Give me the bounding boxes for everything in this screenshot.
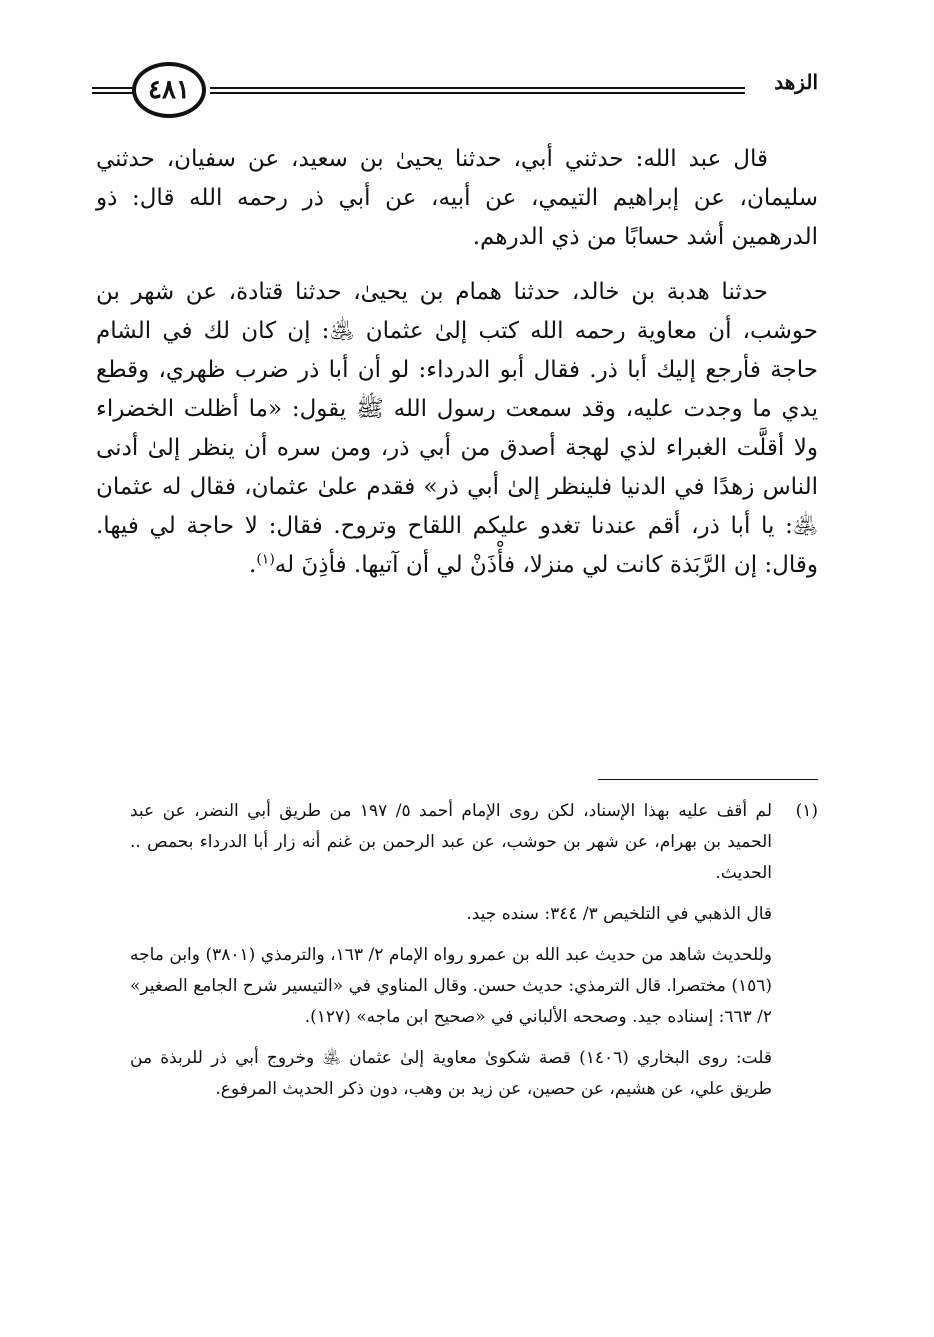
footnote-paragraph-3: وللحديث شاهد من حديث عبد الله بن عمرو رواه الإمام ٢/ ١٦٣، والترمذي (٣٨٠١) وابن ماجه (١٥٦) مختصرا. قال الترمذي: حديث حسن. وقال المناوي في «التيسير شرح الجامع الصغير» ٢/ ٦٦٣: إسناده جيد. وصححه الألباني في «صحيح ابن ماجه» (١٢٧).: [130, 945, 772, 1027]
header-rule-right-bottom: [210, 92, 745, 94]
paragraph-2-text: حدثنا هدبة بن خالد، حدثنا همام بن يحيىٰ، حدثنا قتادة، عن شهر بن حوشب، أن معاوية رحمه الله كتب إلىٰ عثمان ﵁: إن كان لك في الشام حاجة فأرجع إليك أبا ذر. فقال أبو الدرداء: لو أن أبا ذر ضرب ظهري، وقطع يدي ما وجدت عليه، وقد سمعت رسول الله ﷺ يقول: «ما أظلت الخضراء ولا أقلَّت الغبراء لذي لهجة أصدق من أبي ذر، ومن سره أن ينظر إلىٰ أدنى الناس زهدًا في الدنيا فلينظر إلىٰ أبي ذر» فقدم علىٰ عثمان، فقال له عثمان ﵁: يا أبا ذر، أقم عندنا تغدو عليكم اللقاح وتروح. فقال: لا حاجة لي فيها. وقال: إن الرَّبَذة كانت لي منزلا، فأْذَنْ لي أن آتيها. فأذِنَ له: [96, 279, 818, 578]
footnote-body: [96, 796, 772, 1115]
footnote-1: [96, 796, 818, 1115]
paragraph-1: قال عبد الله: حدثني أبي، حدثنا يحيىٰ بن سعيد، عن سفيان، حدثني سليمان، عن إبراهيم التيمي، عن أبيه، عن أبي ذر رحمه الله قال: ذو الدرهمين أشد حسابًا من ذي الدرهم.: [96, 146, 818, 250]
page-header: [92, 58, 818, 124]
footnote-paragraph-1: لم أقف عليه بهذا الإسناد، لكن روى الإمام أحمد ٥/ ١٩٧ من طريق أبي النضر، عن عبد الحميد بن بهرام، عن شهر بن حوشب، عن عبد الرحمن بن غنم أنه زار أبا الدرداء بحمص .. الحديث.: [130, 801, 772, 883]
footnote-paragraph-2: قال الذهبي في التلخيص ٣/ ٣٤٤: سنده جيد.: [466, 904, 772, 924]
footnotes: [96, 796, 818, 1115]
footnote-reference[interactable]: (١): [256, 551, 275, 568]
paragraph-2-end: .: [249, 552, 257, 578]
paragraph-2: [96, 273, 818, 585]
running-title: الزهد: [766, 70, 818, 94]
page-number: ٤٨١: [132, 62, 206, 118]
footnote-paragraph-4: قلت: روى البخاري (١٤٠٦) قصة شكوىٰ معاوية إلىٰ عثمان ﵁ وخروج أبي ذر للربذة من طريق علي، عن هشيم، عن حصين، عن زيد بن وهب، دون ذكر الحديث المرفوع.: [130, 1048, 773, 1099]
main-text: [96, 140, 818, 585]
footnote-separator: [598, 779, 818, 780]
footnote-number: (١): [795, 801, 818, 821]
header-rule-right-top: [210, 87, 745, 89]
